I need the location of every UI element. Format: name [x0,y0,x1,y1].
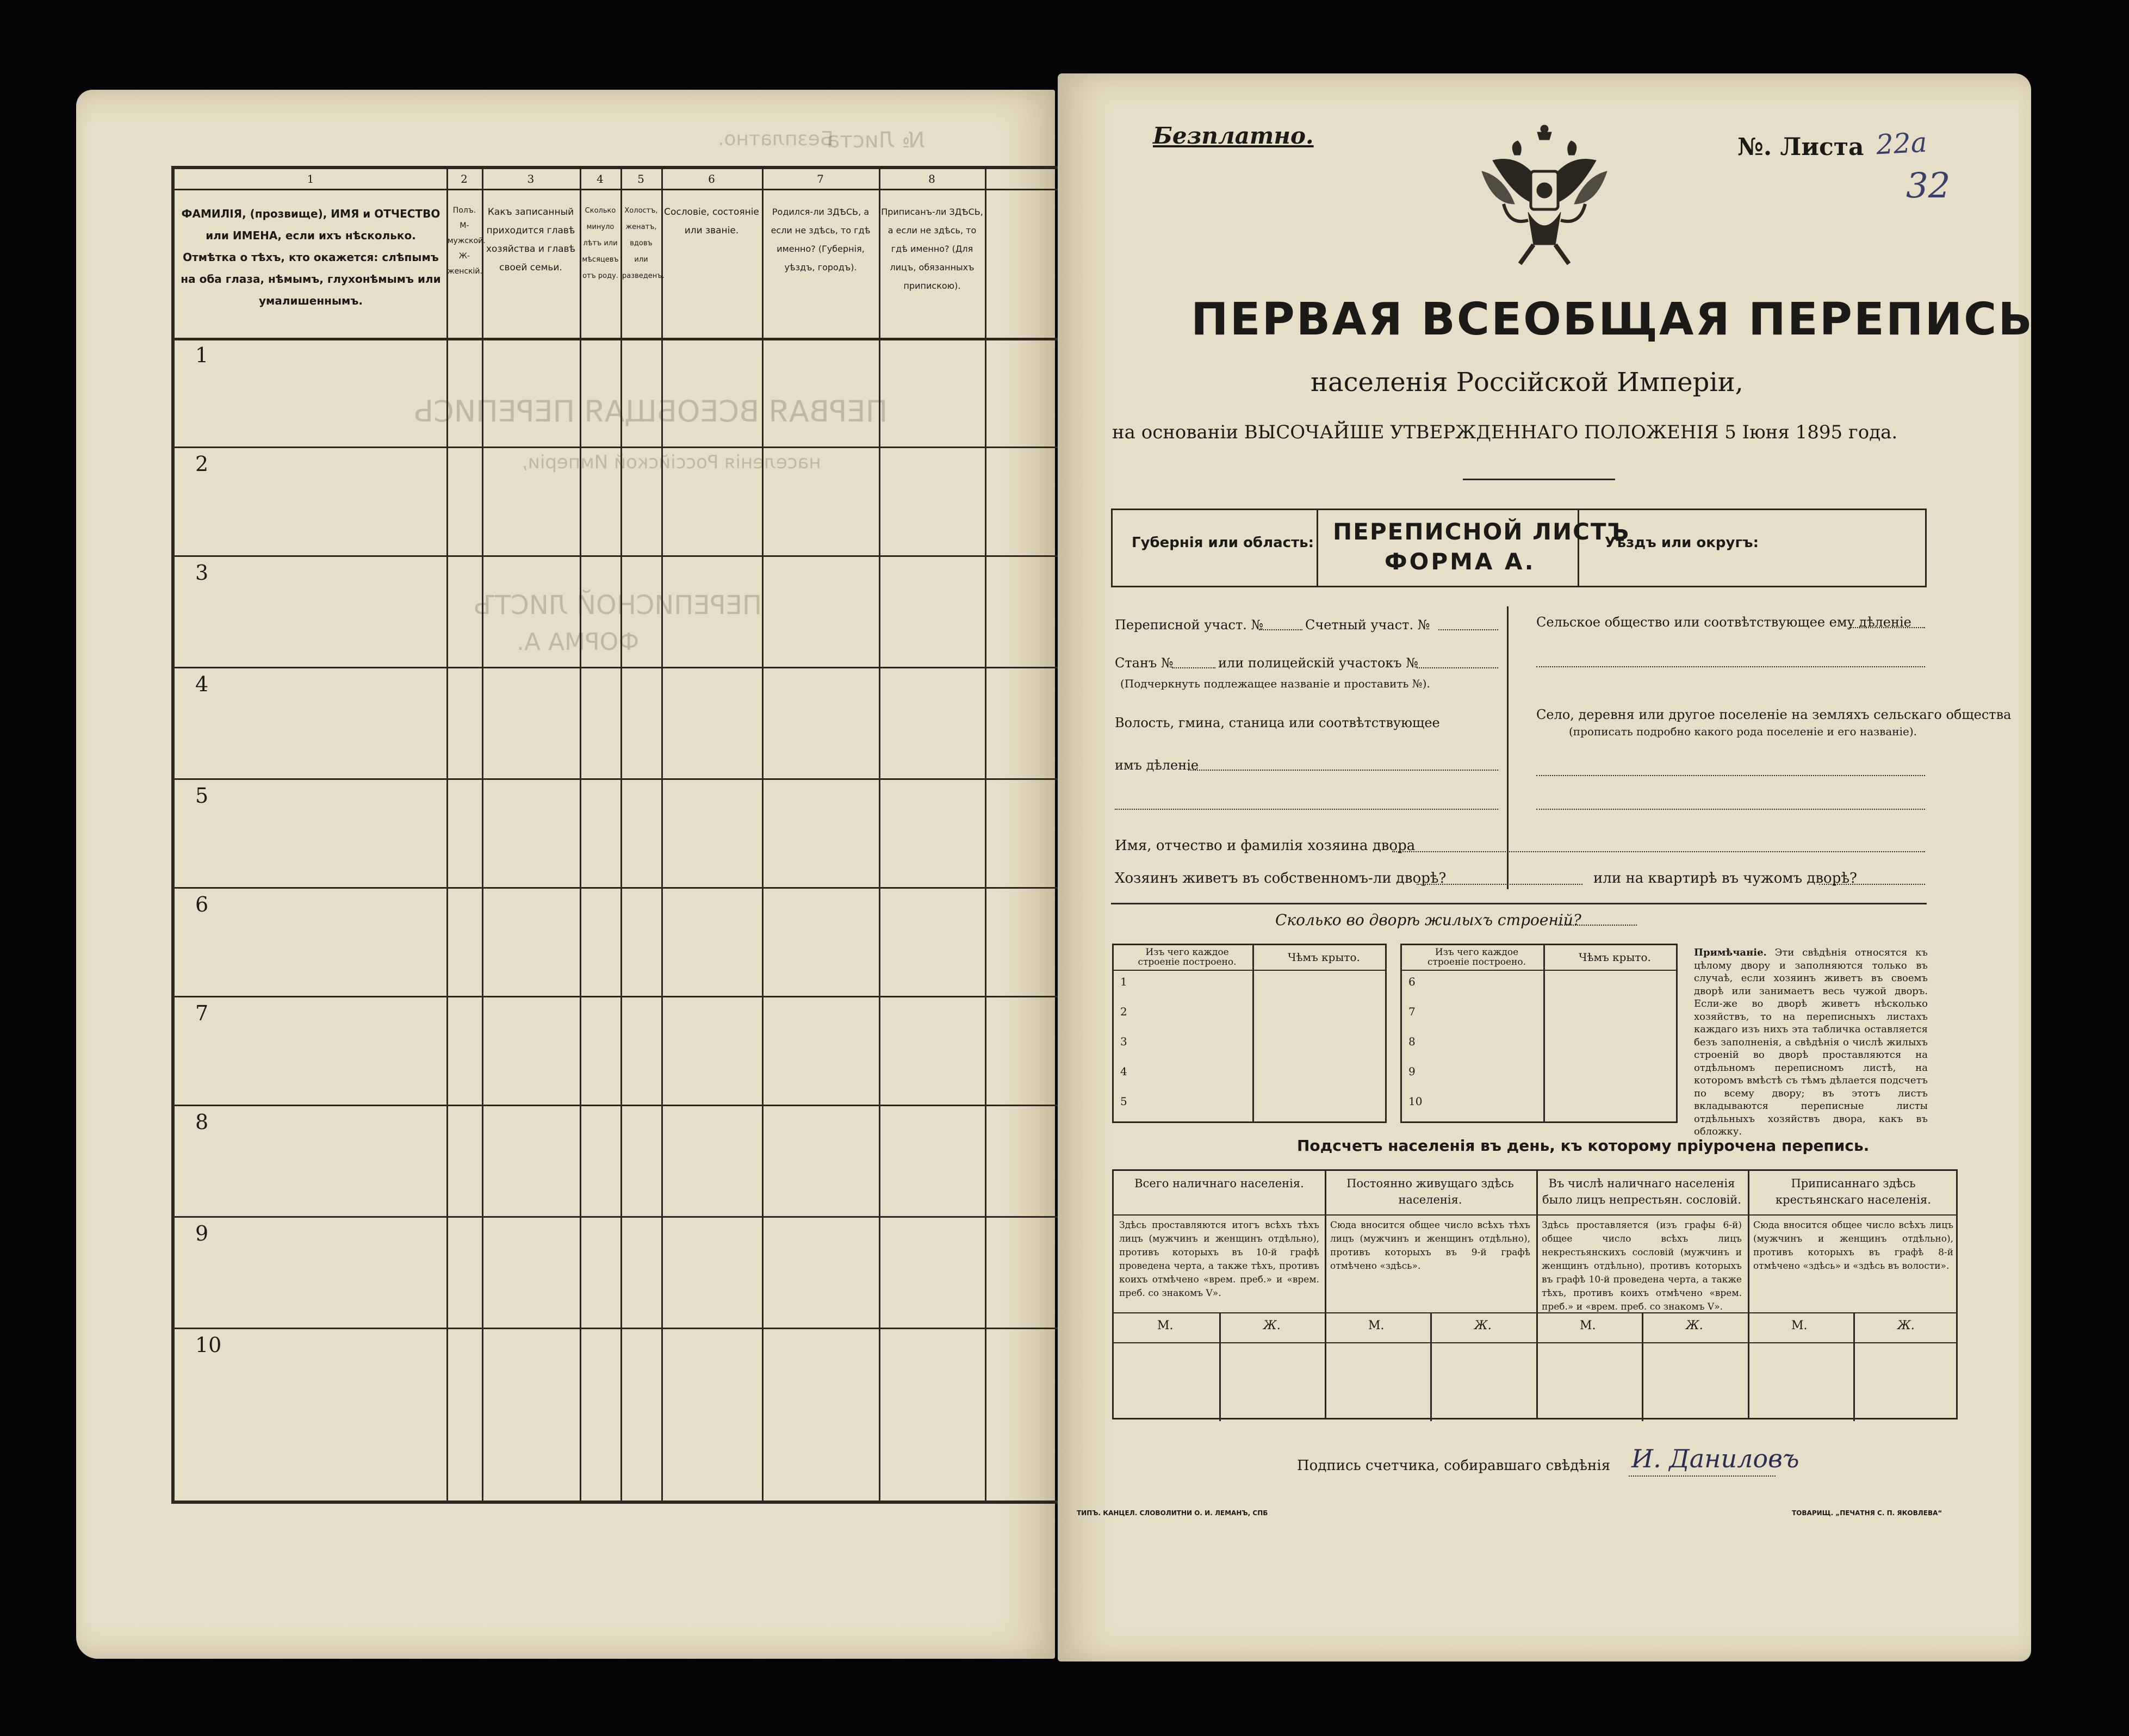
column-number: 7 [817,172,824,185]
count-instruction-total: Здѣсь проставляются итогъ всѣхъ тѣхъ лицъ (мужчинъ и женщинъ отдѣльно), противъ которыхъ въ 10-й графѣ проведена черта, а также тѣхъ, противъ коихъ отмѣчено «врем. преб.» и «врем. преб. со знакомъ V». [1119,1220,1319,1299]
row-number: 7 [195,1001,209,1025]
buildings-row-number: 5 [1120,1095,1127,1108]
row-number: 5 [195,784,209,808]
buildings-row-number: 3 [1120,1035,1127,1048]
column-header-estate: Сословіе, состояніе или званіе. [664,207,759,236]
printer-imprint-right: ТОВАРИЩ. „ПЕЧАТНЯ С. П. ЯКОВЛЕВА“ [1792,1509,1942,1517]
left-page [76,90,1055,1659]
sex-male-label: М. [1368,1319,1385,1332]
sex-female-label: Ж. [1686,1319,1703,1332]
count-instruction-peasant: Сюда вносится общее число всѣхъ лицъ (мужчинъ и женщинъ отдѣльно), противъ которыхъ въ графѣ 8-й отмѣчено «здѣсь» и «здѣсь въ волости». [1753,1220,1953,1272]
buildings-col-material: Изъ чего каждое строеніе построено. [1138,947,1237,968]
note-title: Примѣчаніе. [1694,947,1767,958]
census-register-table [171,166,1090,1504]
buildings-row-number: 7 [1408,1005,1416,1018]
document-title: ПЕРВАЯ ВСЕОБЩАЯ ПЕРЕПИСЬ [1191,294,2034,345]
row-number: 8 [195,1110,209,1134]
sex-male-label: М. [1157,1319,1174,1332]
volost-label-continued: имъ дѣленіе [1115,758,1199,773]
sex-female-label: Ж. [1897,1319,1915,1332]
rural-society-label: Сельское общество или соотвѣтствующее ему дѣленіе [1536,615,1911,630]
right-page [1058,73,2034,1661]
province-label: Губернія или область: [1132,535,1314,551]
row-number: 4 [195,672,209,696]
column-header-relation: Какъ записанный приходится главѣ хозяйства и главѣ своей семьи. [486,207,575,273]
column-number: 5 [637,172,644,185]
signature-label: Подпись счетчика, собиравшаго свѣдѣнія [1297,1458,1611,1474]
show-through-text: Безплатно. [718,128,834,150]
handwritten-sheet-number: 22а [1875,126,1928,161]
column-header-sex: Полъ. М-мужской. Ж-женскій. [448,206,486,276]
sex-male-label: М. [1791,1319,1808,1332]
buildings-row-number: 8 [1408,1035,1416,1048]
census-section-label: Переписной участ. № [1115,617,1264,633]
row-number: 6 [195,892,209,916]
buildings-row-number: 4 [1120,1065,1127,1078]
column-header-age: Сколько минуло лѣтъ или мѣсяцевъ отъ роду. [582,207,619,280]
show-through-text: населенія Россійской Имперіи, [522,451,821,473]
buildings-table-right [1400,944,1678,1123]
count-instruction-non-peasant: Здѣсь проставляется (изъ графы 6-й) общее число всѣхъ лицъ некрестьянскихъ сословій (мужчинъ и женщинъ отдѣльно), противъ которыхъ въ графѣ 10-й проведена черта, а также тѣхъ, противъ коихъ отмѣчено «врем. преб.» и «врем. преб. со знакомъ V». [1542,1220,1742,1312]
buildings-row-number: 2 [1120,1005,1127,1018]
document-basis-line: на основаніи ВЫСОЧАЙШЕ УТВЕРЖДЕННАГО ПОЛОЖЕНІЯ 5 Іюня 1895 года. [1112,421,1898,443]
count-header-peasant: Приписаннаго здѣсь крестьянскаго населенія. [1776,1177,1931,1206]
location-fields-section [1111,587,1927,904]
free-label: Безплатно. [1153,122,1314,149]
sex-male-label: М. [1580,1319,1596,1332]
column-number: 6 [708,172,715,185]
village-note: (прописать подробно какого рода поселеніе и его названіе). [1569,725,1917,738]
village-label: Село, деревня или другое поселеніе на земляхъ сельскаго общества [1536,707,2012,722]
counting-section-label: Счетный участ. № [1305,617,1430,633]
count-header-total: Всего наличнаго населенія. [1134,1177,1304,1190]
population-count-table [1112,1169,1958,1419]
buildings-col-roof: Чѣмъ крыто. [1288,951,1360,964]
column-number: 4 [597,172,604,185]
row-number: 1 [195,343,209,367]
printer-imprint-left: ТИПЪ. КАНЦЕЛ. СЛОВОЛИТНИ О. И. ЛЕМАНЪ, СПБ [1077,1509,1268,1517]
sheet-number-label: №. Листа [1737,133,1864,161]
note-text: Эти свѣдѣнія относятся къ цѣлому двору и заполняются только въ случаѣ, если хозяинъ живетъ въ своемъ дворѣ или занимаетъ весь чужой дворъ. Если-же во дворѣ живетъ нѣсколько хозяйствъ, то на переписныхъ листахъ каждаго изъ нихъ эта табличка оставляется безъ заполненія, а свѣдѣнія о числѣ жилыхъ строеній во дворѣ проставляются на отдѣльномъ переписномъ листѣ, на которомъ вмѣстѣ съ тѣмъ дѣлается подсчетъ по всему двору; въ этотъ листъ вкладываются переписные листы отдѣльныхъ хозяйствъ двора, какъ въ обложку. [1694,947,1928,1137]
column-header-marital: Холостъ, женатъ, вдовъ или разведенъ. [622,207,665,280]
form-header-box [1111,509,1927,587]
row-number: 2 [195,452,209,476]
count-header-non-peasant: Въ числѣ наличнаго населенія было лицъ непрестьян. сословій. [1542,1177,1741,1206]
column-number: 1 [307,172,314,185]
column-number: 8 [928,172,935,185]
document-subtitle: населенія Россійской Имперіи, [1311,367,1743,398]
sex-female-label: Ж. [1263,1319,1281,1332]
count-header-permanent: Постоянно живущаго здѣсь населенія. [1346,1177,1514,1206]
buildings-row-number: 6 [1408,975,1416,988]
column-number: 2 [461,172,468,185]
buildings-col-material: Изъ чего каждое строеніе построено. [1427,947,1526,968]
column-header-registration: Приписанъ-ли ЗДѢСЬ, а если не здѣсь, то гдѣ именно? (Для лицъ, обязанныхъ припискою). [881,207,983,291]
counter-signature: И. Даниловъ [1631,1444,1799,1473]
buildings-question: Сколько во дворѣ жилыхъ строеній? [1275,911,1581,929]
ornament-divider [1463,479,1615,480]
column-header-birthplace: Родился-ли ЗДѢСЬ, а если не здѣсь, то гдѣ именно? (Губернія, уѣздъ, городъ). [771,207,871,272]
column-number: 3 [527,172,535,185]
buildings-row-number: 10 [1408,1095,1423,1108]
form-title-line-1: ПЕРЕПИСНОЙ ЛИСТЪ [1333,518,1630,545]
underline-note: (Подчеркнуть подлежащее названіе и проставить №). [1120,677,1430,690]
buildings-row-number: 9 [1408,1065,1416,1078]
show-through-text: ФОРМА А. [517,628,640,656]
buildings-col-roof: Чѣмъ крыто. [1579,951,1651,964]
police-station-label: или полицейскій участокъ № [1218,655,1419,671]
show-through-text: № Листа [827,128,925,153]
form-title-line-2: ФОРМА А. [1385,548,1536,575]
buildings-table-left [1112,944,1387,1123]
row-number: 9 [195,1222,209,1245]
owner-label: Имя, отчество и фамилія хозяина двора [1115,838,1416,854]
buildings-row-number: 1 [1120,975,1127,988]
row-number: 3 [195,561,209,585]
column-header-name: ФАМИЛІЯ, (прозвище), ИМЯ и ОТЧЕСТВО или ИМЕНА, если ихъ нѣсколько. Отмѣтка о тѣхъ, кто окажется: слѣпымъ на оба глаза, нѣмымъ, глухонѣмымъ или умалишеннымъ. [181,207,441,307]
row-number: 10 [195,1333,222,1357]
volost-label: Волость, гмина, станица или соотвѣтствующее [1115,715,1440,730]
imperial-eagle-emblem [1476,122,1612,269]
apartment-label: или на квартирѣ въ чужомъ дворѣ? [1593,870,1857,886]
sex-female-label: Ж. [1474,1319,1492,1332]
show-through-text: ПЕРВАЯ ВСЕОБЩАЯ ПЕРЕПИСЬ [413,394,888,429]
handwritten-folio-number: 32 [1906,166,1951,206]
show-through-text: ПЕРЕПИСНОЙ ЛИСТЪ [473,590,762,621]
population-count-title: Подсчетъ населенія въ день, къ которому пріурочена перепись. [1297,1137,1870,1155]
buildings-note [1694,946,1928,1138]
owner-lives-label: Хозяинъ живетъ въ собственномъ-ли дворѣ? [1115,870,1447,886]
district-label: Уѣздъ или округъ: [1605,535,1759,551]
count-instruction-permanent: Сюда вносится общее число всѣхъ тѣхъ лицъ (мужчинъ и женщинъ отдѣльно), противъ которыхъ въ 9-й графѣ отмѣчено «здѣсь». [1330,1220,1530,1272]
stan-label: Станъ № [1115,655,1174,671]
